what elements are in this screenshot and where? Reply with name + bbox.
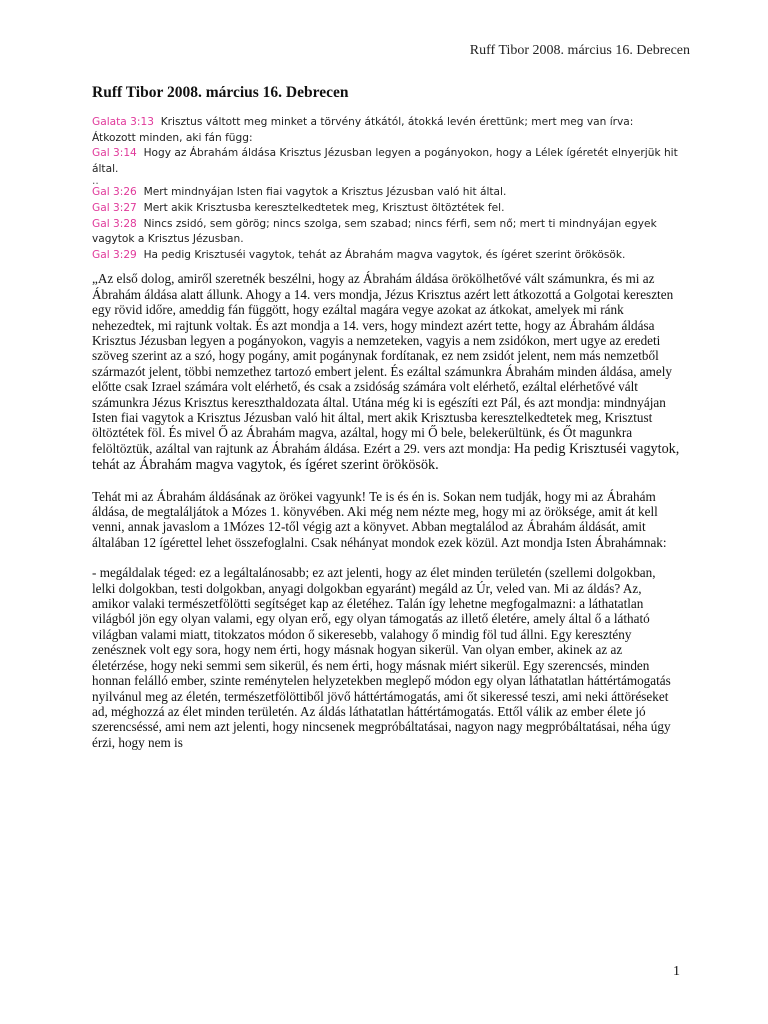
verse-reference: Gal 3:27 (92, 201, 137, 214)
verse-text: Mert mindnyájan Isten fiai vagytok a Krisztus Jézusban való hit által. (143, 186, 507, 199)
verse-text: Hogy az Ábrahám áldása Krisztus Jézusban legyen a pogányokon, hogy a Lélek ígéretét elnyerjük hit által. (92, 147, 678, 175)
verse-reference: Galata 3:13 (92, 116, 154, 128)
verse (92, 146, 680, 177)
verse (92, 248, 680, 264)
document-title: Ruff Tibor 2008. március 16. Debrecen (92, 84, 349, 101)
verse-reference: Gal 3:14 (92, 147, 137, 160)
verse (92, 217, 680, 248)
verse (92, 201, 680, 217)
verse-text: Ha pedig Krisztuséi vagytok, tehát az Ábrahám magva vagytok, és ígéret szerint örökösök. (143, 248, 626, 261)
body-paragraph (92, 489, 680, 551)
verse-reference: Gal 3:28 (92, 217, 137, 230)
verse-reference: Gal 3:26 (92, 186, 137, 199)
verse (92, 115, 680, 146)
page-number: 1 (673, 964, 680, 979)
scripture-verses (92, 115, 680, 263)
verse-text: Mert akik Krisztusba keresztelkedtetek meg, Krisztust öltöztétek fel. (143, 201, 505, 214)
running-header: Ruff Tibor 2008. március 16. Debrecen (469, 43, 690, 58)
body-paragraph (92, 271, 680, 473)
paragraph-text: „Az első dolog, amiről szeretnék beszélni, hogy az Ábrahám áldása örökölhetővé vált számunkra, és mi az Ábrahám áldása alatt állunk. Ahogy a 14. vers mondja, Jézus Krisztus azért lett átkozottá a Golgotai kereszten egy rövid időre, ameddig fán függött, hogy ezáltal magára vegye azokat az átkokat, amelyek mi ránk nehezedtek, mi rajtunk voltak. És azt mondja a 14. vers, hogy mindezt azért tette, hogy az Ábrahám áldása Krisztus Jézusban legyen a pogányokon, vagyis a nemzeteken, vagyis a nem zsidókon, mert ugye az eredeti szöveg szerint az a szó, hogy pogány, amit pogánynak fordítanak, ez nem zsidót jelent, nem más nemzetből származót jelent, többi nemzethez tartozó embert jelent. És ezáltal számunkra Ábrahám minden áldása, amely előtte csak Izrael számára volt elérhető, és csak a zsidóság számára volt elérhető, ezáltal elérhetővé vált számunkra Jézus Krisztus kereszthaldozata által. Utána még ki is egészíti ezt Pál, és azt mondja: mindnyájan Isten fiai vagytok a Krisztus Jézusban való hit által, mert akik Krisztusba keresztelkedtetek meg, Krisztust öltöztétek föl. És mivel Ő az Ábrahám magva, azáltal, hogy mi Ő bele, belekerültünk, és Őt magunkra felöltöztük, azáltal van rajtunk az Ábrahám áldása. Ezért a 29. vers azt mondja: (92, 271, 674, 456)
verse-text: Krisztus váltott meg minket a törvény átkától, átokká levén érettünk; mert meg van írva: Átkozott minden, aki fán függ: (92, 116, 634, 144)
body-paragraph (92, 565, 680, 750)
verse (92, 185, 680, 201)
verse-reference: Gal 3:29 (92, 248, 137, 261)
document-body (92, 84, 680, 765)
paragraph-text: Tehát mi az Ábrahám áldásának az örökei vagyunk! Te is és én is. Sokan nem tudják, hogy mi az Ábrahám áldása, de megtaláljátok a Mózes 1. könyvében. Aki még nem nézte meg, hogy mi az öröksége, amit át kell venni, annak javaslom a 1Mózes 12-től végig azt a könyvet. Abban megtalálod az Ábrahám áldását, amit általában 12 ígérettel lehet összefoglalni. Csak néhányat mondok ezek közül. Azt mondja Isten Ábrahámnak: (92, 488, 667, 550)
verse-text: Nincs zsidó, sem görög; nincs szolga, sem szabad; nincs férfi, sem nő; mert ti mindnyájan egyek vagytok a Krisztus Jézusban. (92, 217, 657, 246)
verse-ellipsis: .. (92, 175, 99, 188)
paragraph-text: - megáldalak téged: ez a legáltalánosabb; ez azt jelenti, hogy az élet minden területén (szellemi dolgokban, lelki dolgokban, testi dolgokban, anyagi dolgokban egyaránt) megáld az Úr, veled van. Mi az áldás? Az, amikor valaki természetfölötti segítséget kap az életéhez. Talán így lehetne megfogalmazni: a láthatatlan világból jön egy olyan valami, egy olyan erő, egy olyan támogatás az illető életére, amely által ő a látható világban valami miatt, titokzatos módon ő sikeresebb, valahogy ő mindig föl tud állni. Egy keresztény zenésznek volt egy sora, hogy nem érti, hogy másnak hogyan sikerül. Van olyan ember, akinek az az életérzése, hogy neki semmi sem sikerül, és nem érti, hogy másnak miért sikerül. Egy szerencsés, minden honnan felálló ember, szinte reménytelen helyzetekben meglepő módon egy olyan láthatatlan háttértámogatás nyilvánul meg az életén, természetfölöttiből jövő háttértámogatás, ami őt sikeressé teszi, ami neki áttöréseket ad, méghozzá az élet minden területén. Az áldás láthatatlan háttértámogatás. Ettől válik az ember élete jó szerencséssé, ami nem azt jelenti, hogy nincsenek megpróbáltatásai, nagyon nagy megpróbáltatásai, néha úgy érzi, hogy nem is (92, 565, 671, 750)
paragraph-quote: Ha pedig Krisztuséi vagytok, tehát az Ábrahám magva vagytok, és ígéret szerint örökösök. (92, 440, 680, 474)
